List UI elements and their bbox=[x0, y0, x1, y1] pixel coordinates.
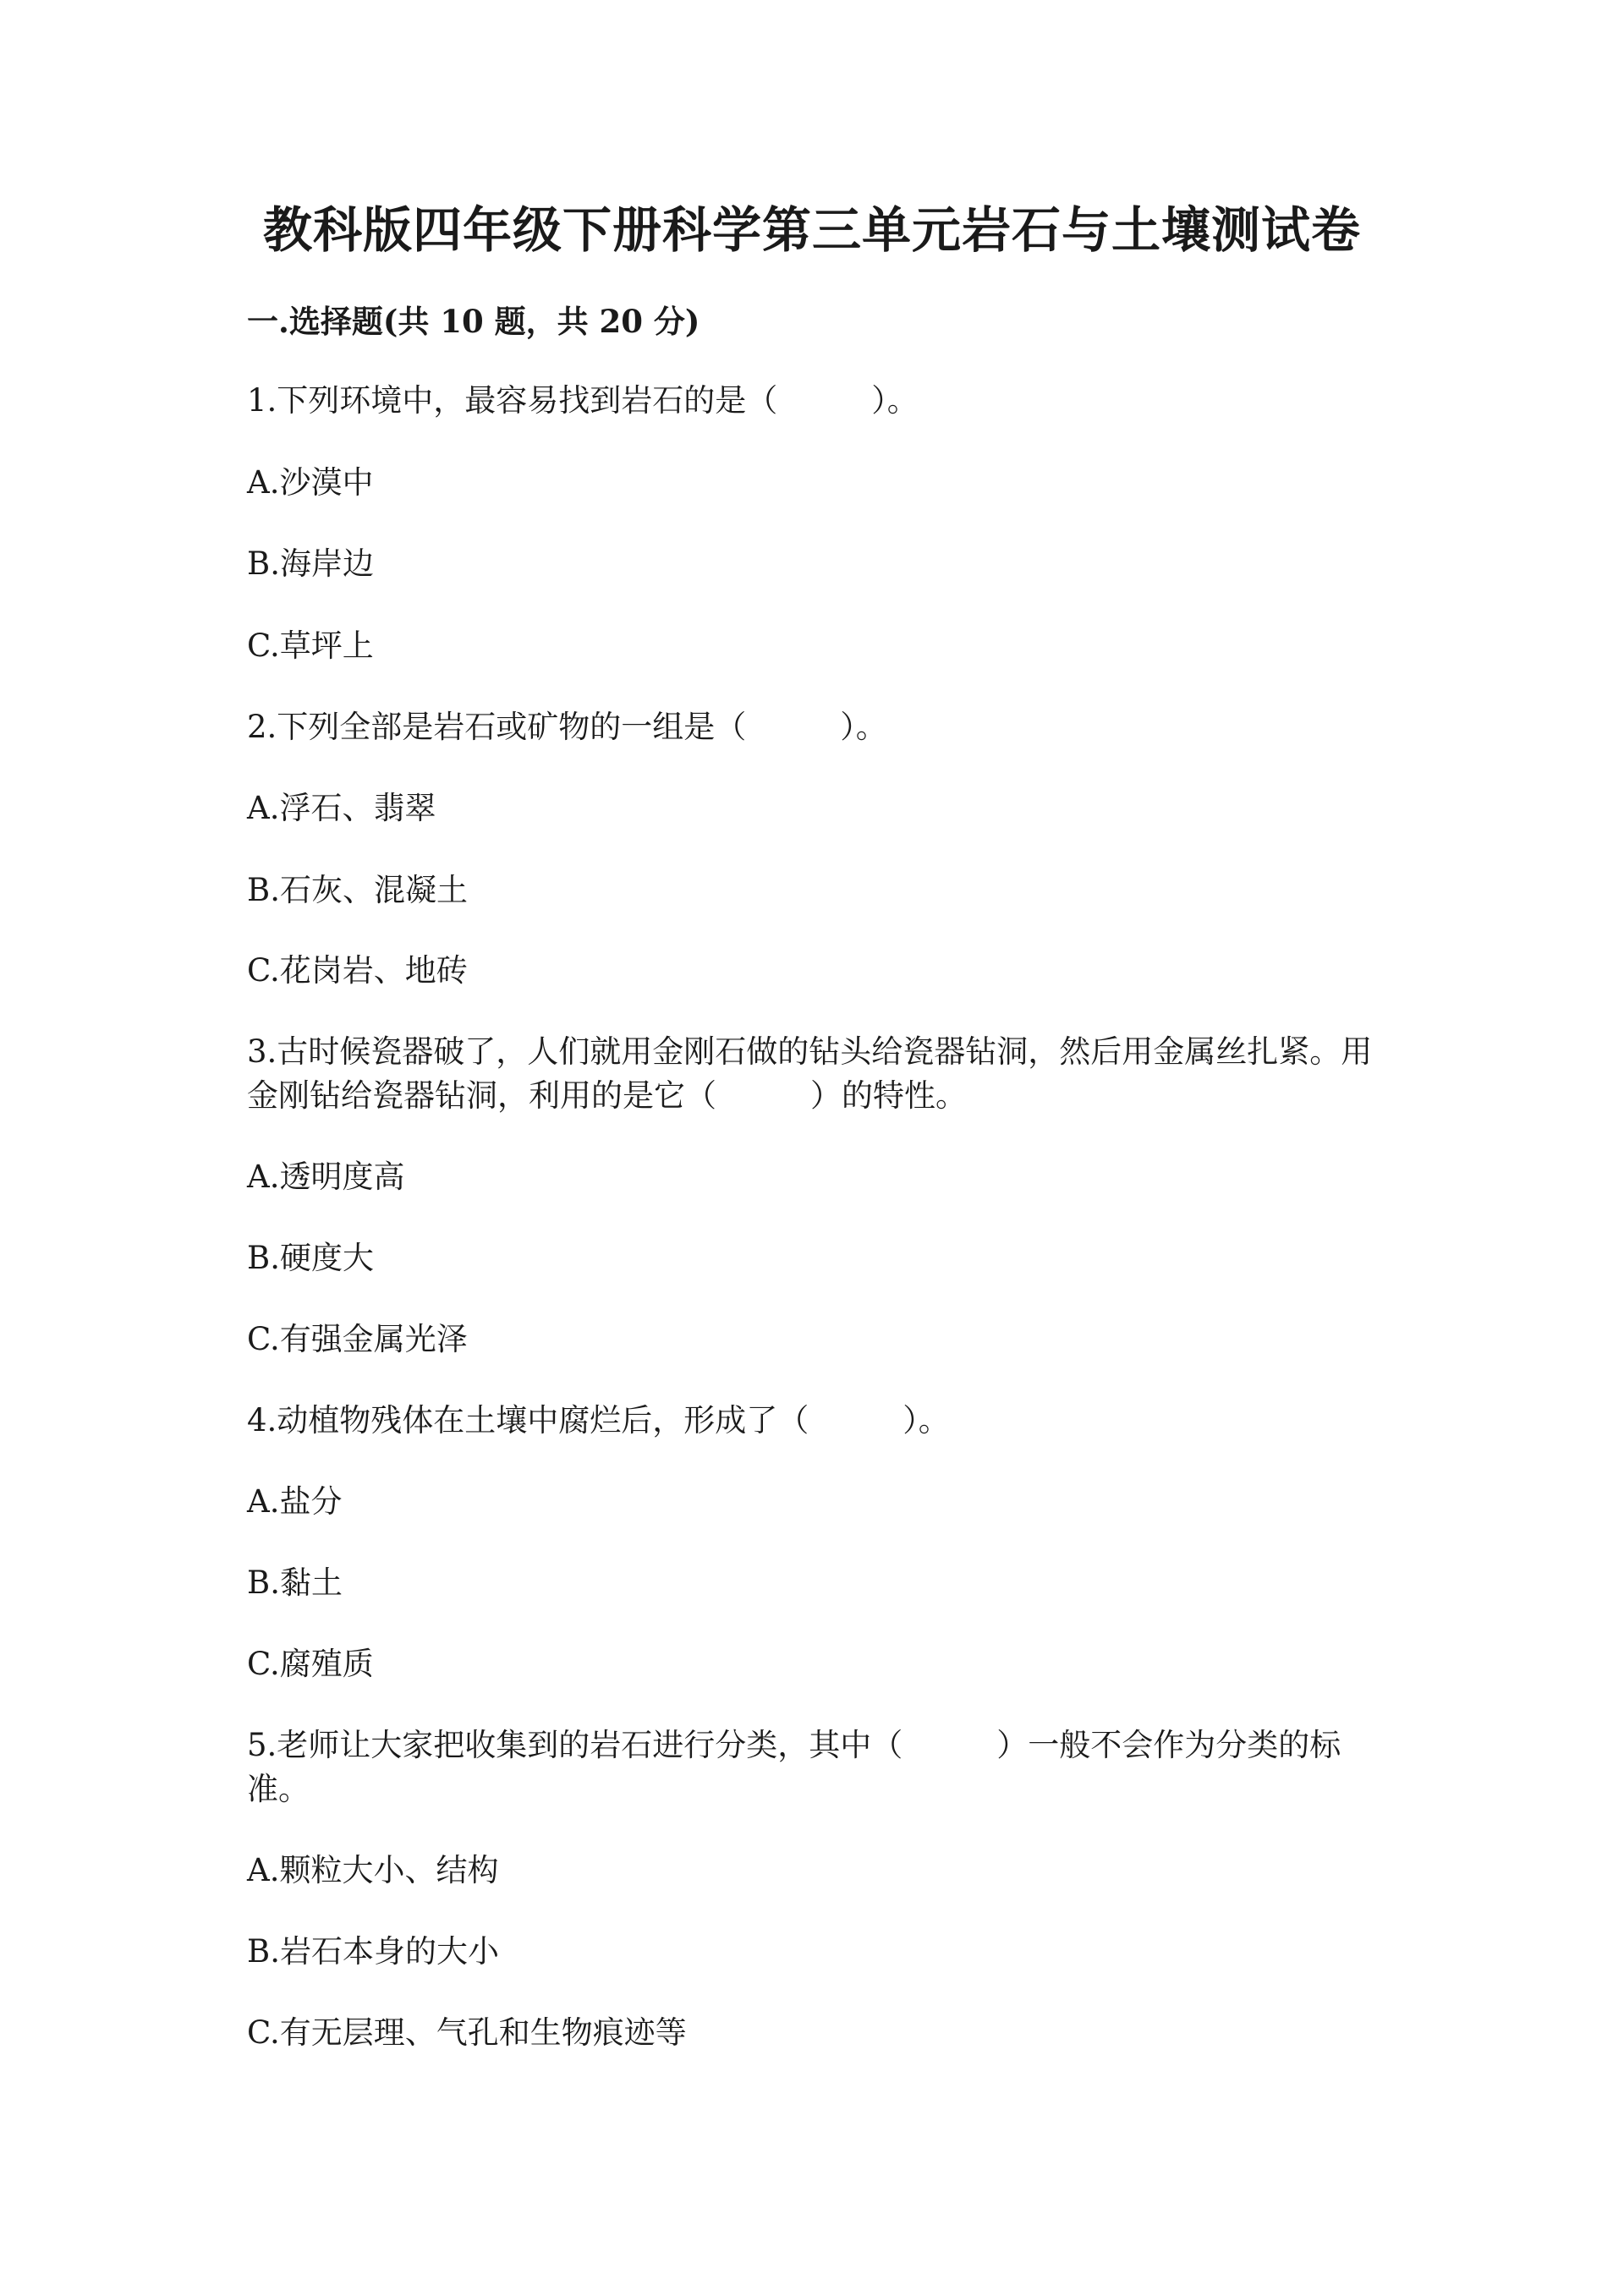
question-3-option-c: C.有强金属光泽 bbox=[247, 1321, 468, 1357]
question-3-option-b: B.硬度大 bbox=[247, 1240, 374, 1276]
question-4-option-b: B.黏土 bbox=[247, 1564, 343, 1601]
question-4-text: 4.动植物残体在土壤中腐烂后，形成了（ ）。 bbox=[247, 1402, 950, 1438]
question-2-option-b: B.石灰、混凝土 bbox=[247, 872, 468, 908]
question-3-option-a: A.透明度高 bbox=[247, 1159, 405, 1195]
question-2-text: 2.下列全部是岩石或矿物的一组是（ ）。 bbox=[247, 709, 887, 745]
question-4-option-a: A.盐分 bbox=[247, 1483, 343, 1520]
question-5-option-b: B.岩石本身的大小 bbox=[247, 1933, 499, 1970]
section-heading: 一.选择题(共 10 题，共 20 分) bbox=[247, 303, 700, 340]
question-1-option-a: A.沙漠中 bbox=[247, 464, 374, 501]
question-3-text: 3.古时候瓷器破了，人们就用金刚石做的钻头给瓷器钻洞，然后用金属丝扎紧。用金刚钻给瓷器钻洞，利用的是它（ ）的特性。 bbox=[247, 1033, 1373, 1114]
question-1-option-b: B.海岸边 bbox=[247, 545, 374, 582]
page-title: 教科版四年级下册科学第三单元岩石与土壤测试卷 bbox=[262, 201, 1361, 259]
question-2-option-a: A.浮石、翡翠 bbox=[247, 790, 436, 826]
question-1-text: 1.下列环境中，最容易找到岩石的是（ ）。 bbox=[247, 382, 919, 419]
question-1-option-c: C.草坪上 bbox=[247, 627, 374, 664]
question-5-text: 5.老师让大家把收集到的岩石进行分类，其中（ ）一般不会作为分类的标准。 bbox=[247, 1727, 1341, 1807]
question-4-option-c: C.腐殖质 bbox=[247, 1646, 374, 1682]
question-5-option-c: C.有无层理、气孔和生物痕迹等 bbox=[247, 2014, 687, 2051]
question-5-option-a: A.颗粒大小、结构 bbox=[247, 1852, 499, 1888]
question-2-option-c: C.花岗岩、地砖 bbox=[247, 952, 468, 989]
